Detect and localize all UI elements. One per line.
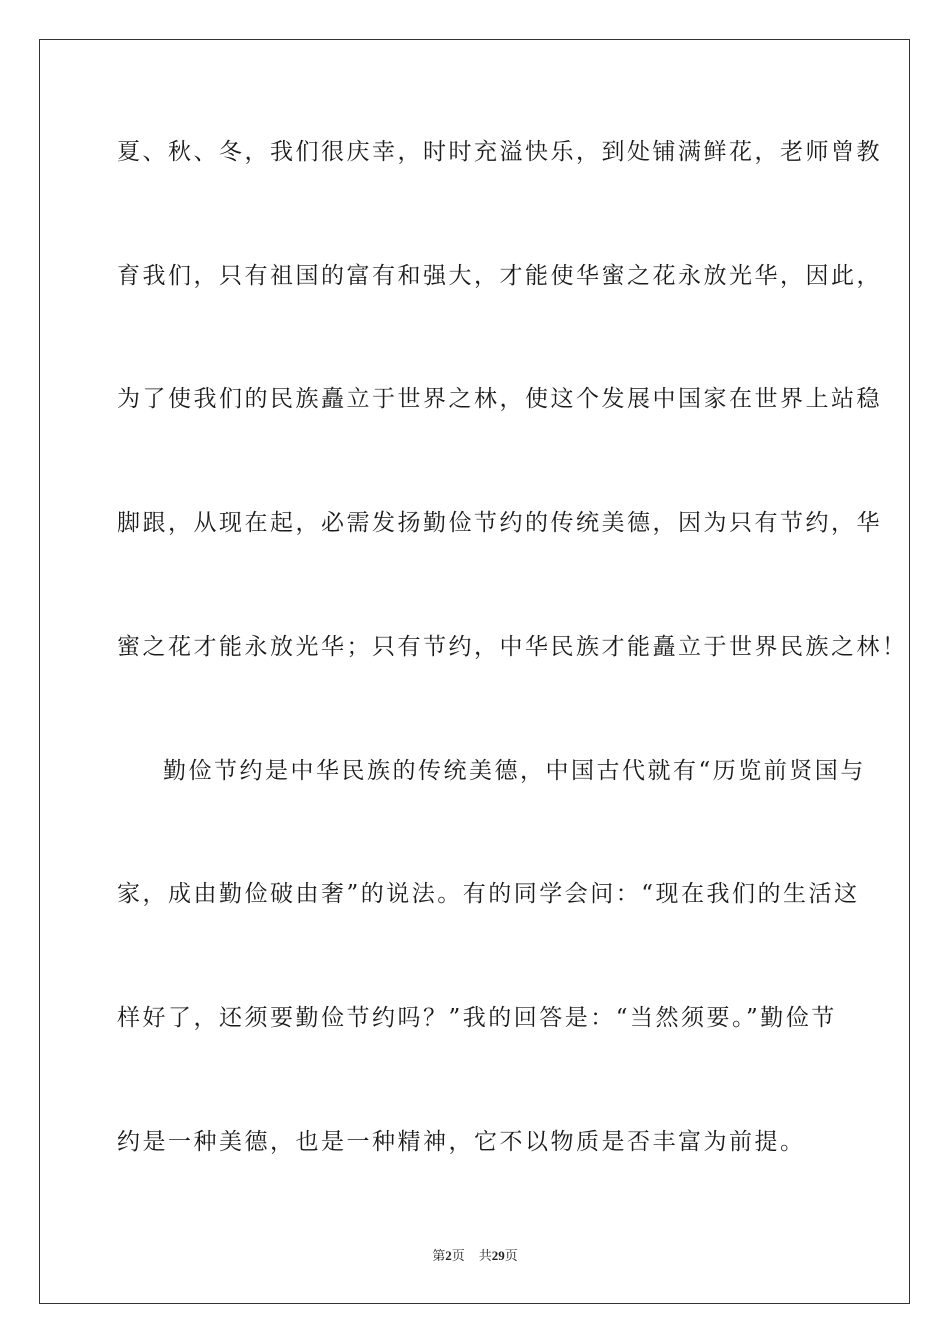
total-pages: 29 <box>491 1248 505 1263</box>
text-line-6: 勤俭节约是中华民族的传统美德，中国古代就有“历览前贤国与 <box>163 758 866 784</box>
text-line-9: 约是一种美德，也是一种精神，它不以物质是否丰富为前提。 <box>117 1129 806 1155</box>
text-line-5: 蜜之花才能永放光华；只有节约，中华民族才能矗立于世界民族之林！ <box>117 634 908 660</box>
page-number: 2 <box>445 1248 452 1263</box>
text-line-7: 家，成由勤俭破由奢”的说法。有的同学会问：“现在我们的生活这 <box>117 881 860 907</box>
text-line-4: 脚跟，从现在起，必需发扬勤俭节约的传统美德，因为只有节约，华 <box>117 510 882 536</box>
text-line-3: 为了使我们的民族矗立于世界之林，使这个发展中国家在世界上站稳 <box>117 386 882 412</box>
page-suffix: 页 <box>451 1248 465 1263</box>
page-border <box>39 39 910 1304</box>
text-line-2: 育我们，只有祖国的富有和强大，才能使华蜜之花永放光华，因此， <box>117 263 882 289</box>
total-suffix: 页 <box>504 1248 518 1263</box>
text-line-8: 样好了，还须要勤俭节约吗？”我的回答是：“当然须要。”勤俭节 <box>117 1005 837 1031</box>
page-prefix: 第 <box>432 1248 446 1263</box>
total-prefix: 共 <box>478 1248 492 1263</box>
text-line-1: 夏、秋、冬，我们很庆幸，时时充溢快乐，到处铺满鲜花，老师曾教 <box>117 139 882 165</box>
page-footer <box>0 1245 950 1264</box>
